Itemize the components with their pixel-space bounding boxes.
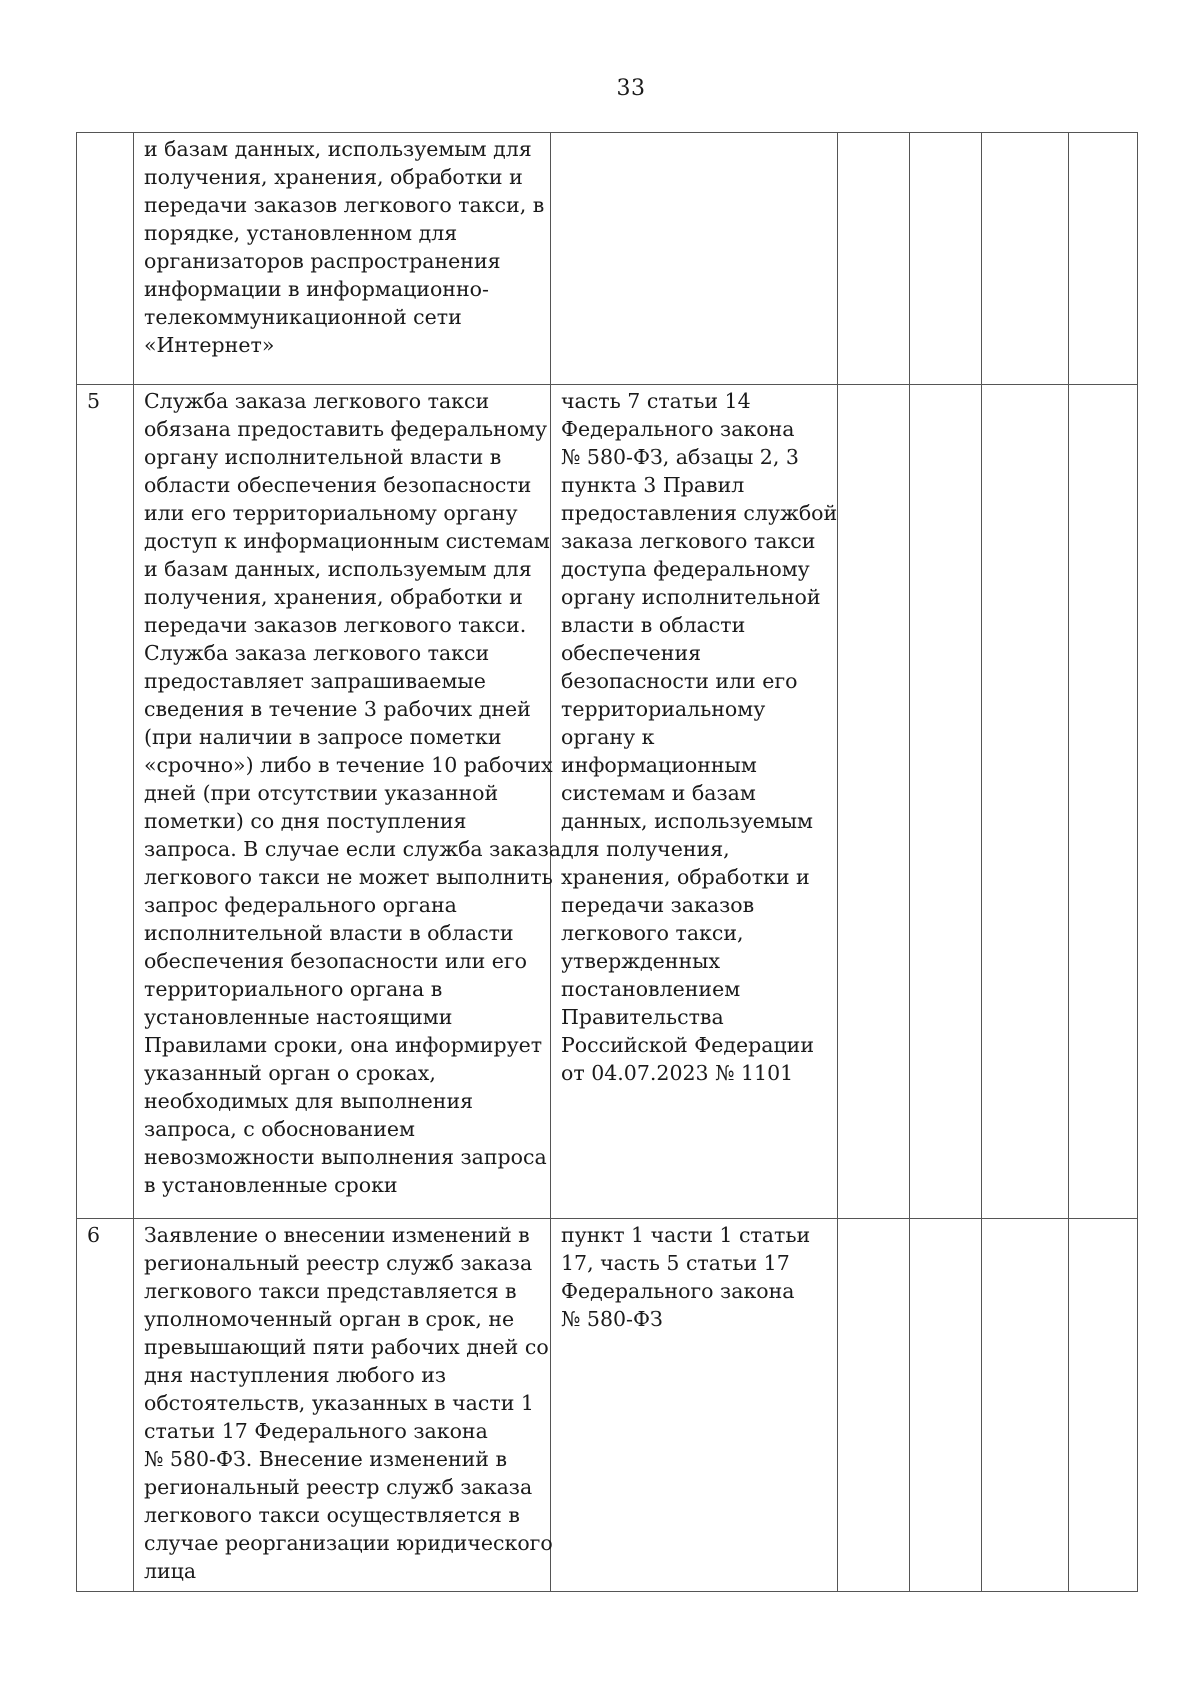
- requirement-line: случае реорганизации юридического: [144, 1531, 553, 1555]
- requirement-line: региональный реестр служб заказа: [144, 1475, 533, 1499]
- requirement-line: телекоммуникационной сети: [144, 305, 462, 329]
- requirement-line: легкового такси не может выполнить: [144, 865, 553, 889]
- reference-line: пункта 3 Правил: [561, 473, 745, 497]
- table-row: [77, 133, 1138, 385]
- requirement-line: запроса, с обоснованием: [144, 1117, 415, 1141]
- requirement-cell: [134, 385, 561, 1219]
- row-number-cell: 6: [77, 1219, 134, 1592]
- requirement-line: порядке, установленном для: [144, 221, 458, 245]
- legal-reference-cell: [551, 385, 838, 1219]
- empty-cell: [982, 385, 1069, 1219]
- requirement-line: Служба заказа легкового такси: [144, 641, 490, 665]
- requirement-line: дней (при отсутствии указанной: [144, 781, 499, 805]
- reference-line: Российской Федерации: [561, 1033, 814, 1057]
- requirement-line: «срочно») либо в течение 10 рабочих: [144, 753, 553, 777]
- empty-cell: [982, 1219, 1069, 1592]
- requirement-line: и базам данных, используемым для: [144, 557, 532, 581]
- requirement-line: «Интернет»: [144, 333, 275, 357]
- reference-line: безопасности или его: [561, 669, 798, 693]
- requirement-line: обстоятельств, указанных в части 1: [144, 1391, 534, 1415]
- reference-line: для получения,: [561, 837, 730, 861]
- requirement-line: предоставляет запрашиваемые: [144, 669, 486, 693]
- empty-cell: [1069, 133, 1138, 385]
- reference-line: пункт 1 части 1 статьи: [561, 1223, 811, 1247]
- reference-line: информационным: [561, 753, 757, 777]
- reference-line: 17, часть 5 статьи 17: [561, 1251, 790, 1275]
- reference-line: часть 7 статьи 14: [561, 389, 751, 413]
- legal-reference-cell: [551, 1219, 838, 1592]
- requirement-line: пометки) со дня поступления: [144, 809, 467, 833]
- requirement-line: необходимых для выполнения: [144, 1089, 474, 1113]
- empty-cell: [1069, 1219, 1138, 1592]
- reference-line: передачи заказов: [561, 893, 755, 917]
- empty-cell: [910, 385, 982, 1219]
- requirement-line: легкового такси представляется в: [144, 1279, 517, 1303]
- reference-line: власти в области: [561, 613, 746, 637]
- requirement-line: дня наступления любого из: [144, 1363, 447, 1387]
- requirement-line: (при наличии в запросе пометки: [144, 725, 502, 749]
- table-row: [77, 385, 1138, 1219]
- requirement-line: передачи заказов легкового такси.: [144, 613, 527, 637]
- reference-line: обеспечения: [561, 641, 702, 665]
- requirement-line: указанный орган о сроках,: [144, 1061, 436, 1085]
- reference-line: постановлением: [561, 977, 741, 1001]
- reference-line: утвержденных: [561, 949, 721, 973]
- reference-line: органу к: [561, 725, 655, 749]
- requirement-line: уполномоченный орган в срок, не: [144, 1307, 515, 1331]
- page-number: 33: [616, 76, 646, 101]
- requirement-line: территориального органа в: [144, 977, 443, 1001]
- reference-line: № 580-ФЗ, абзацы 2, 3: [561, 445, 799, 469]
- requirement-line: легкового такси осуществляется в: [144, 1503, 520, 1527]
- requirement-line: лица: [144, 1559, 197, 1583]
- requirement-line: статьи 17 Федерального закона: [144, 1419, 488, 1443]
- requirement-line: организаторов распространения: [144, 249, 501, 273]
- requirement-line: области обеспечения безопасности: [144, 473, 532, 497]
- requirement-line: обязана предоставить федеральному: [144, 417, 548, 441]
- reference-line: Федерального закона: [561, 417, 795, 441]
- requirement-line: или его территориальному органу: [144, 501, 518, 525]
- reference-line: доступа федеральному: [561, 557, 810, 581]
- requirement-line: обеспечения безопасности или его: [144, 949, 528, 973]
- reference-line: хранения, обработки и: [561, 865, 810, 889]
- reference-line: предоставления службой: [561, 501, 838, 525]
- requirement-line: № 580-ФЗ. Внесение изменений в: [144, 1447, 508, 1471]
- requirement-line: исполнительной власти в области: [144, 921, 514, 945]
- requirement-line: региональный реестр служб заказа: [144, 1251, 533, 1275]
- table-row: [77, 1219, 1138, 1592]
- empty-cell: [1069, 385, 1138, 1219]
- row-number-cell: [77, 133, 134, 385]
- requirement-line: запроса. В случае если служба заказа: [144, 837, 561, 861]
- requirement-line: установленные настоящими: [144, 1005, 453, 1029]
- reference-line: от 04.07.2023 № 1101: [561, 1061, 794, 1085]
- empty-cell: [838, 385, 910, 1219]
- requirement-line: доступ к информационным системам: [144, 529, 550, 553]
- requirement-line: Заявление о внесении изменений в: [144, 1223, 530, 1247]
- reference-line: системам и базам: [561, 781, 756, 805]
- requirement-line: сведения в течение 3 рабочих дней: [144, 697, 531, 721]
- reference-line: органу исполнительной: [561, 585, 821, 609]
- reference-line: № 580-ФЗ: [561, 1307, 663, 1331]
- reference-line: данных, используемым: [561, 809, 813, 833]
- empty-cell: [982, 133, 1069, 385]
- requirements-table: [76, 132, 1138, 1592]
- empty-cell: [838, 1219, 910, 1592]
- requirement-line: информации в информационно-: [144, 277, 489, 301]
- requirement-line: и базам данных, используемым для: [144, 137, 532, 161]
- empty-cell: [838, 133, 910, 385]
- empty-cell: [910, 133, 982, 385]
- requirement-line: невозможности выполнения запроса: [144, 1145, 547, 1169]
- reference-line: территориальному: [561, 697, 766, 721]
- requirement-line: органу исполнительной власти в: [144, 445, 502, 469]
- requirement-line: получения, хранения, обработки и: [144, 165, 523, 189]
- requirement-line: Служба заказа легкового такси: [144, 389, 490, 413]
- legal-reference-cell: [551, 133, 838, 385]
- row-number-cell: 5: [77, 385, 134, 1219]
- reference-line: Федерального закона: [561, 1279, 795, 1303]
- requirement-line: запрос федерального органа: [144, 893, 457, 917]
- requirement-cell: [134, 1219, 551, 1592]
- reference-line: заказа легкового такси: [561, 529, 816, 553]
- requirement-line: превышающий пяти рабочих дней со: [144, 1335, 549, 1359]
- reference-line: легкового такси,: [561, 921, 744, 945]
- requirement-cell: [134, 133, 551, 385]
- empty-cell: [910, 1219, 982, 1592]
- requirement-line: передачи заказов легкового такси, в: [144, 193, 545, 217]
- reference-line: Правительства: [561, 1005, 724, 1029]
- requirement-line: получения, хранения, обработки и: [144, 585, 523, 609]
- requirement-line: Правилами сроки, она информирует: [144, 1033, 543, 1057]
- requirement-line: в установленные сроки: [144, 1173, 398, 1197]
